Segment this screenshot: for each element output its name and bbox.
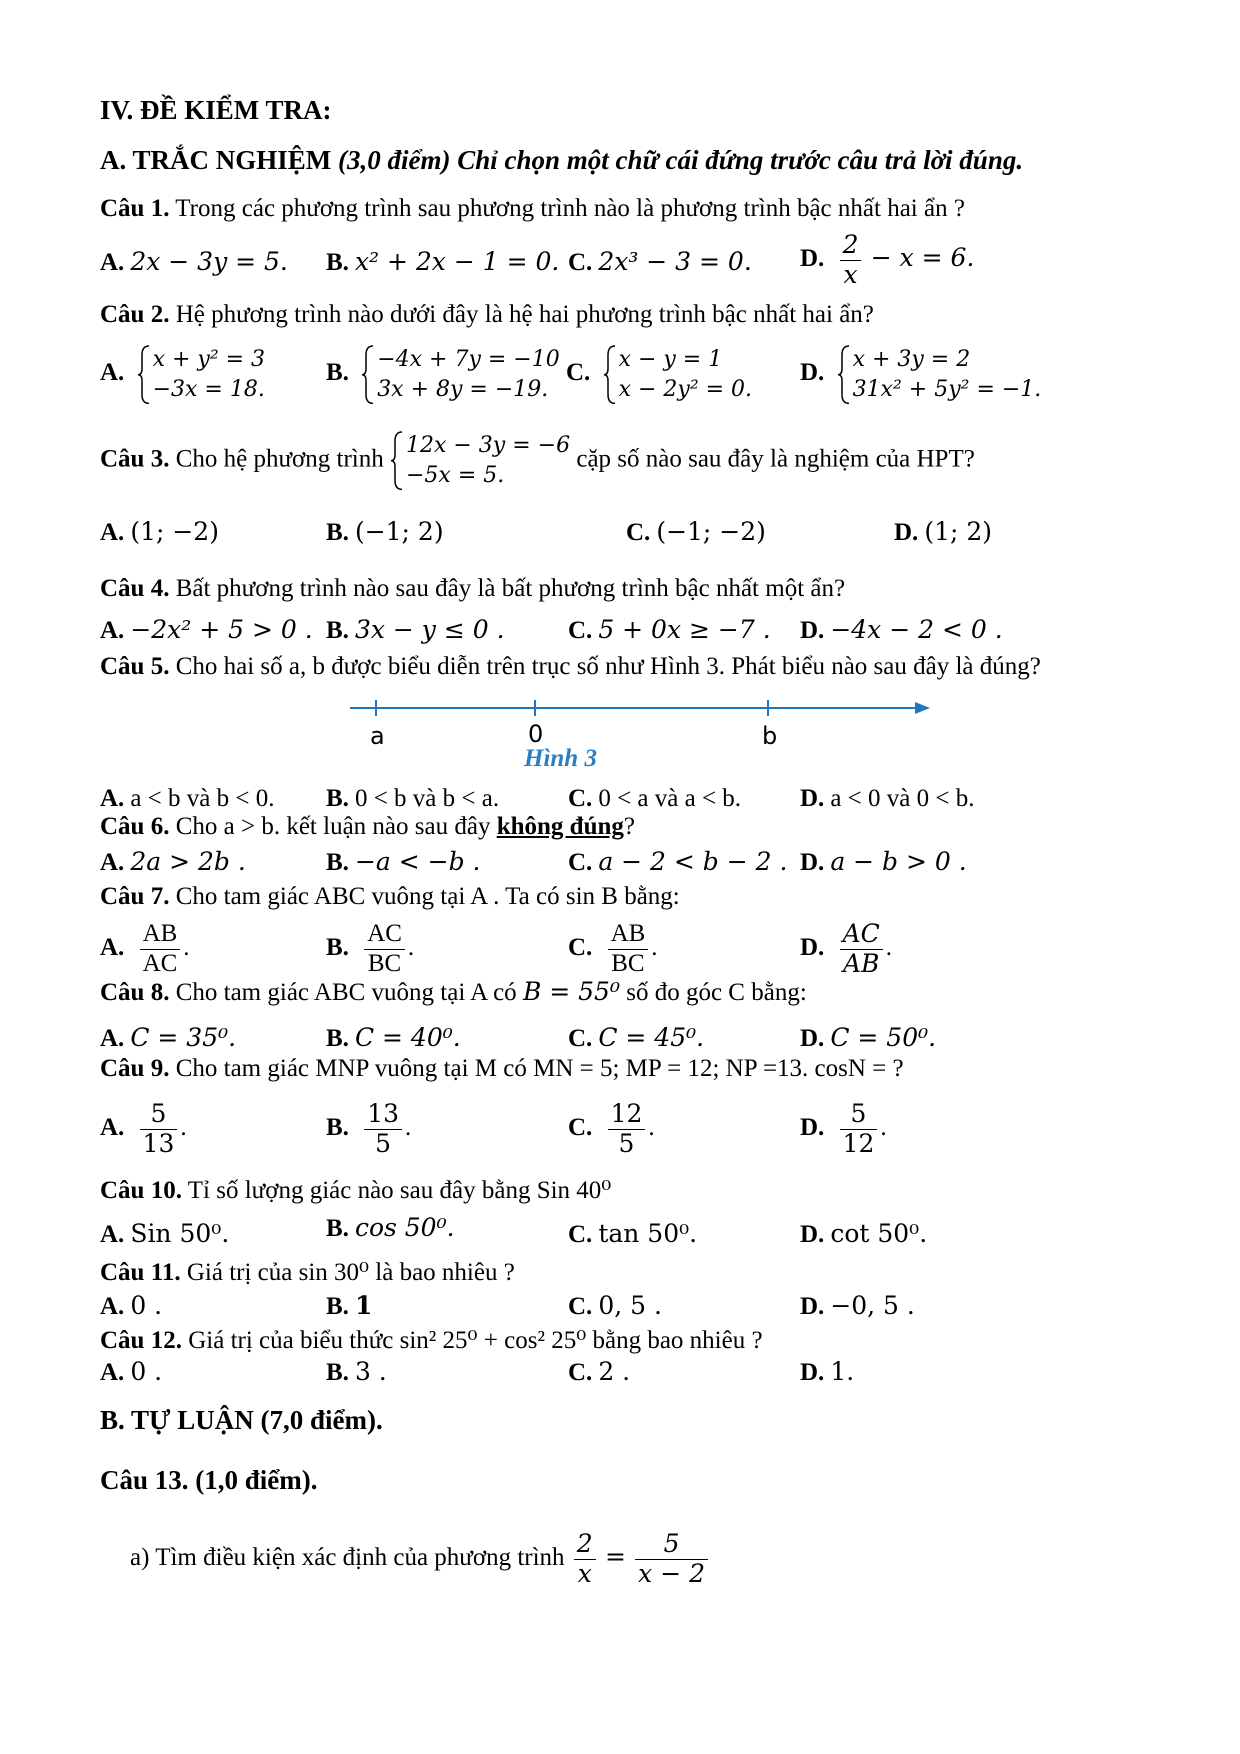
question-5: Câu 5. Cho hai số a, b được biểu diễn trên trục số như Hình 3. Phát biểu nào sau đây là đúng? [100, 653, 1041, 680]
q6-label: Câu 6. [100, 813, 170, 840]
question-4: Câu 4. Bất phương trình nào sau đây là bất phương trình bậc nhất một ẩn? [100, 575, 846, 602]
q12-label: Câu 12. [100, 1327, 182, 1354]
q2-text: Hệ phương trình nào dưới đây là hệ hai phương trình bậc nhất hai ẩn? [175, 301, 874, 328]
q8-option-b[interactable]: B. C = 40⁰. [326, 1023, 461, 1052]
q3-option-d[interactable]: D. (1; 2) [894, 517, 993, 546]
q11-option-d[interactable]: D. −0, 5 . [800, 1291, 915, 1320]
label-zero: 0 [528, 720, 544, 748]
q10-label: Câu 10. [100, 1177, 182, 1204]
q2-option-a[interactable]: A. x + y² = 3 −3x = 18. [100, 347, 266, 402]
q10-option-c[interactable]: C. tan 50⁰. [568, 1219, 698, 1248]
q6-option-c[interactable]: C. a − 2 < b − 2 . [568, 847, 788, 876]
q11-option-c[interactable]: C. 0, 5 . [568, 1291, 662, 1320]
q10-option-d[interactable]: D. cot 50⁰. [800, 1219, 928, 1248]
question-10: Câu 10. Tỉ số lượng giác nào sau đây bằng Sin 40⁰ [100, 1177, 612, 1204]
question-9: Câu 9. Cho tam giác MNP vuông tại M có MN = 5; MP = 12; NP =13. cosN = ? [100, 1055, 904, 1082]
q13-label: Câu 13. (1,0 điểm). [100, 1465, 318, 1495]
number-line-arrow [915, 702, 930, 714]
q4-label: Câu 4. [100, 575, 170, 602]
question-11: Câu 11. Giá trị của sin 30⁰ là bao nhiêu ? [100, 1259, 515, 1286]
question-1 [100, 195, 965, 223]
q6-option-b[interactable]: B. −a < −b . [326, 847, 481, 876]
part-b-heading: B. TỰ LUẬN (7,0 điểm). [100, 1405, 383, 1435]
q1-option-a[interactable]: A. 2x − 3y = 5. [100, 247, 288, 276]
q9-label: Câu 9. [100, 1055, 170, 1082]
q8-option-d[interactable]: D. C = 50⁰. [800, 1023, 937, 1052]
question-2 [100, 301, 874, 329]
q12-option-b[interactable]: B. 3 . [326, 1357, 387, 1386]
q8-angle: B = 55⁰ [522, 977, 620, 1006]
q7-label: Câu 7. [100, 883, 170, 910]
q12-option-c[interactable]: C. 2 . [568, 1357, 631, 1386]
q8-option-a[interactable]: A. C = 35⁰. [100, 1023, 237, 1052]
q5-option-b[interactable]: B. 0 < b và b < a. [326, 785, 500, 812]
q8-option-c[interactable]: C. C = 45⁰. [568, 1023, 705, 1052]
label-b: b [762, 722, 778, 750]
figure-caption: Hình 3 [524, 745, 597, 772]
q7-option-a[interactable]: A. $\frac{AB}{AC}$ . [100, 920, 190, 977]
q3-label: Câu 3. [100, 445, 170, 473]
q4-option-d[interactable]: D. −4x − 2 < 0 . [800, 615, 1003, 644]
part-a-heading [100, 145, 1023, 176]
q3-option-a[interactable]: A. (1; −2) [100, 517, 219, 546]
q3-option-c[interactable]: C. (−1; −2) [626, 517, 766, 546]
q5-option-a[interactable]: A. a < b và b < 0. [100, 785, 275, 812]
q7-option-d[interactable]: D. $\frac{AC}{AB}$ . [800, 919, 892, 978]
question-6: Câu 6. Cho a > b. kết luận nào sau đây không đúng? [100, 813, 635, 840]
q9-option-a[interactable]: A. $\frac{5}{13}$ . [100, 1099, 187, 1158]
q3-system: 12x − 3y = −6 −5x = 5. [390, 431, 570, 490]
q7-option-c[interactable]: C. $\frac{AB}{BC}$ . [568, 920, 658, 977]
q6-emphasis: không đúng [496, 813, 624, 840]
q13-part-a: a) Tìm điều kiện xác định của phương trình $\frac{2}{x}$ = $\frac{5}{x - 2}$ [130, 1530, 711, 1589]
q8-label: Câu 8. [100, 979, 170, 1006]
q11-option-a[interactable]: A. 0 . [100, 1291, 163, 1320]
q1-text: Trong các phương trình sau phương trình nào là phương trình bậc nhất hai ẩn ? [175, 195, 965, 222]
q12-option-a[interactable]: A. 0 . [100, 1357, 163, 1386]
question-7: Câu 7. Cho tam giác ABC vuông tại A . Ta có sin B bằng: [100, 883, 680, 910]
number-line-figure [100, 690, 1160, 790]
q10-option-b[interactable]: B. cos 50⁰. [326, 1213, 455, 1242]
q4-option-c[interactable]: C. 5 + 0x ≥ −7 . [568, 615, 771, 644]
label-a: a [370, 722, 385, 750]
q1-option-c[interactable]: C. 2x³ − 3 = 0. [568, 247, 752, 276]
q11-label: Câu 11. [100, 1259, 181, 1286]
q13-fraction-right: $\frac{5}{x - 2}$ [635, 1530, 708, 1589]
q4-option-a[interactable]: A. −2x² + 5 > 0 . [100, 615, 313, 644]
q11-option-b[interactable]: B. 1 [326, 1291, 373, 1320]
question-3: Câu 3. Cho hệ phương trình 12x − 3y = −6 −5x = 5. cặp số nào sau đây là nghiệm của HPT? [100, 431, 975, 490]
q7-option-b[interactable]: B. $\frac{AC}{BC}$ . [326, 920, 415, 977]
q13-fraction-left: $\frac{2}{x}$ [574, 1530, 596, 1589]
q2-option-d[interactable]: D. x + 3y = 2 31x² + 5y² = −1. [800, 347, 1042, 402]
q12-option-d[interactable]: D. 1. [800, 1357, 855, 1386]
q9-option-b[interactable]: B. $\frac{13}{5}$ . [326, 1099, 412, 1158]
q2-label: Câu 2. [100, 301, 170, 328]
q5-label: Câu 5. [100, 653, 170, 680]
question-8: Câu 8. Cho tam giác ABC vuông tại A có B = 55⁰ số đo góc C bằng: [100, 977, 807, 1006]
q1-option-b[interactable]: B. x² + 2x − 1 = 0. [326, 247, 560, 276]
q10-option-a[interactable]: A. Sin 50⁰. [100, 1219, 230, 1248]
section-title: IV. ĐỀ KIỂM TRA: [100, 95, 332, 125]
q1-label: Câu 1. [100, 195, 170, 222]
q2-option-c[interactable]: C. x − y = 1 x − 2y² = 0. [566, 347, 753, 402]
q9-option-c[interactable]: C. $\frac{12}{5}$ . [568, 1099, 655, 1158]
part-a-bold: A. TRẮC NGHIỆM [100, 145, 332, 175]
q9-option-d[interactable]: D. $\frac{5}{12}$ . [800, 1099, 887, 1158]
q2-option-b[interactable]: B. −4x + 7y = −10 3x + 8y = −19. [326, 347, 560, 402]
q1-option-d[interactable]: D. $\frac{2}{x}$ − x = 6. [800, 230, 975, 289]
q3-option-b[interactable]: B. (−1; 2) [326, 517, 444, 546]
q5-option-c[interactable]: C. 0 < a và a < b. [568, 785, 742, 812]
question-12: Câu 12. Giá trị của biểu thức sin² 25⁰ + cos² 25⁰ bằng bao nhiêu ? [100, 1327, 763, 1354]
q6-option-a[interactable]: A. 2a > 2b . [100, 847, 246, 876]
q4-option-b[interactable]: B. 3x − y ≤ 0 . [326, 615, 505, 644]
part-a-instruction: (3,0 điểm) Chỉ chọn một chữ cái đứng trước câu trả lời đúng. [338, 145, 1024, 175]
q6-option-d[interactable]: D. a − b > 0 . [800, 847, 967, 876]
q5-option-d[interactable]: D. a < 0 và 0 < b. [800, 785, 975, 812]
